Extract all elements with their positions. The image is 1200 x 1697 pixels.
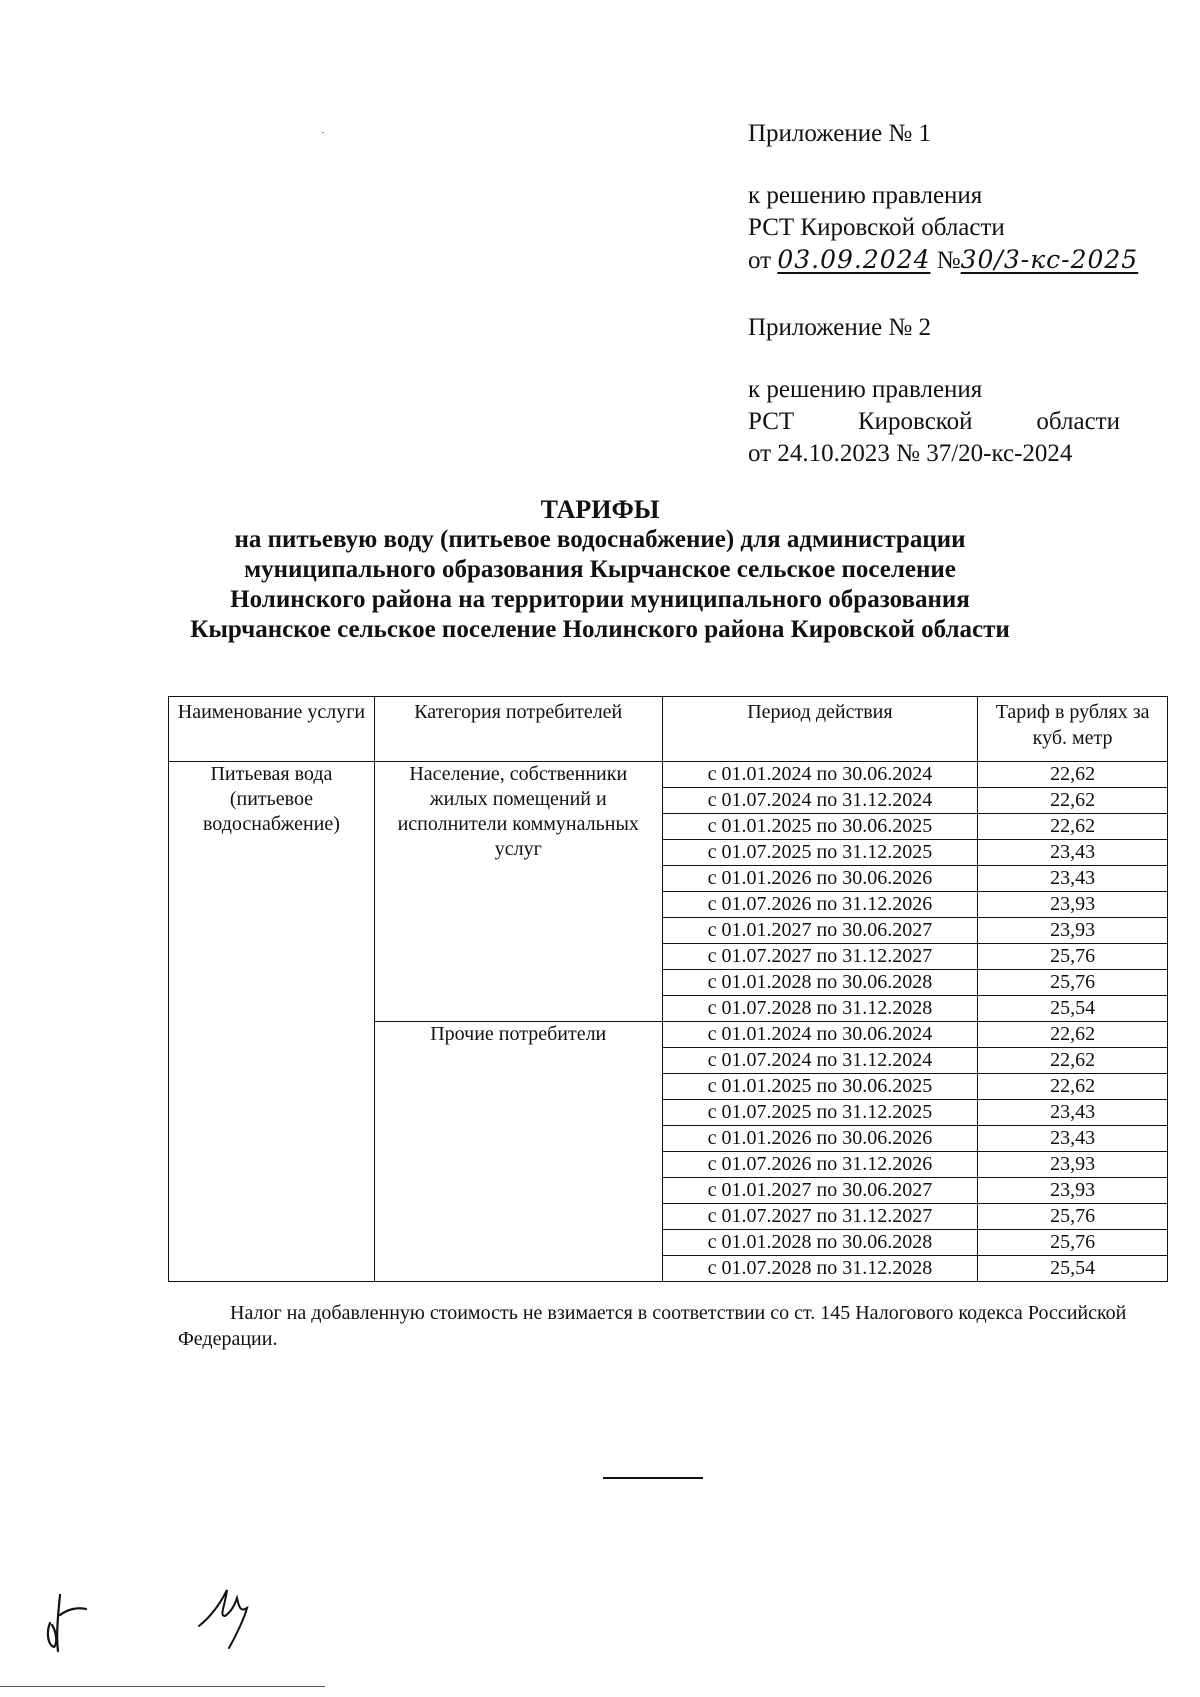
tariff-cell: 23,43 xyxy=(978,866,1168,892)
period-cell: с 01.01.2027 по 30.06.2027 xyxy=(662,918,978,944)
service-cell: Питьевая вода (питьевое водоснабжение) xyxy=(169,762,375,1282)
period-cell: с 01.01.2028 по 30.06.2028 xyxy=(662,970,978,996)
appendix-2-date-line: от 24.10.2023 № 37/20-кс-2024 xyxy=(748,440,1073,467)
title-line: Нолинского района на территории муниципального образования xyxy=(230,586,970,613)
header-category: Категория потребителей xyxy=(374,697,662,762)
title-line: Кырчанское сельское поселение Нолинского района Кировской области xyxy=(190,616,1010,643)
appendix-2-block xyxy=(748,312,1120,470)
scan-speck xyxy=(322,132,324,133)
appendix-1-date-line xyxy=(748,244,1139,277)
header-tariff: Тариф в рублях за куб. метр xyxy=(978,697,1168,762)
authority-word: РСТ xyxy=(748,408,795,435)
period-cell: с 01.07.2025 по 31.12.2025 xyxy=(662,1100,978,1126)
tariff-cell: 25,76 xyxy=(978,944,1168,970)
period-cell: с 01.01.2025 по 30.06.2025 xyxy=(662,814,978,840)
table-row xyxy=(169,762,1168,788)
period-cell: с 01.01.2024 по 30.06.2024 xyxy=(662,762,978,788)
tariff-cell: 25,76 xyxy=(978,970,1168,996)
tariff-cell: 25,54 xyxy=(978,996,1168,1022)
title-line: муниципального образования Кырчанское сельское поселение xyxy=(244,556,956,583)
tariff-cell: 23,93 xyxy=(978,918,1168,944)
table-body xyxy=(169,762,1168,1282)
tariffs-table xyxy=(168,696,1168,1282)
appendix-1-block xyxy=(748,118,1139,277)
document-title xyxy=(150,495,1050,645)
tariff-cell: 23,93 xyxy=(978,892,1168,918)
appendix-2-authority-line xyxy=(748,406,1120,438)
period-cell: с 01.07.2028 по 31.12.2028 xyxy=(662,996,978,1022)
signature-mark-right xyxy=(195,1582,265,1652)
authority-word: Кировской xyxy=(858,408,973,435)
tariff-cell: 22,62 xyxy=(978,788,1168,814)
tariff-cell: 22,62 xyxy=(978,762,1168,788)
header-service: Наименование услуги xyxy=(169,697,375,762)
appendix-1-title: Приложение № 1 xyxy=(748,120,932,147)
period-cell: с 01.07.2024 по 31.12.2024 xyxy=(662,788,978,814)
tariff-cell: 22,62 xyxy=(978,1074,1168,1100)
number-sign: № xyxy=(936,247,961,274)
tariff-cell: 22,62 xyxy=(978,814,1168,840)
period-cell: с 01.07.2026 по 31.12.2026 xyxy=(662,892,978,918)
period-cell: с 01.07.2026 по 31.12.2026 xyxy=(662,1152,978,1178)
period-cell: с 01.07.2024 по 31.12.2024 xyxy=(662,1048,978,1074)
bottom-rule xyxy=(0,1686,325,1687)
header-period: Период действия xyxy=(662,697,978,762)
appendix-2-title: Приложение № 2 xyxy=(748,314,932,341)
period-cell: с 01.01.2027 по 30.06.2027 xyxy=(662,1178,978,1204)
period-cell: с 01.07.2027 по 31.12.2027 xyxy=(662,1204,978,1230)
appendix-1-decision-line: к решению правления xyxy=(748,182,983,209)
tariff-cell: 22,62 xyxy=(978,1022,1168,1048)
handwritten-date: 03.09.2024 xyxy=(777,245,931,274)
appendix-2-decision-line: к решению правления xyxy=(748,376,983,403)
period-cell: с 01.01.2026 по 30.06.2026 xyxy=(662,866,978,892)
period-cell: с 01.07.2027 по 31.12.2027 xyxy=(662,944,978,970)
category-cell: Население, собственники жилых помещений и исполнители коммунальных услуг xyxy=(374,762,662,1022)
period-cell: с 01.01.2028 по 30.06.2028 xyxy=(662,1230,978,1256)
tariff-cell: 22,62 xyxy=(978,1048,1168,1074)
end-line xyxy=(603,1477,703,1479)
authority-word: области xyxy=(1036,408,1120,435)
title-line: на питьевую воду (питьевое водоснабжение) для администрации xyxy=(234,526,966,553)
signature-mark-left xyxy=(42,1585,122,1655)
period-cell: с 01.01.2026 по 30.06.2026 xyxy=(662,1126,978,1152)
tariff-cell: 23,43 xyxy=(978,840,1168,866)
period-cell: с 01.07.2028 по 31.12.2028 xyxy=(662,1256,978,1282)
category-cell: Прочие потребители xyxy=(374,1022,662,1282)
period-cell: с 01.01.2024 по 30.06.2024 xyxy=(662,1022,978,1048)
period-cell: с 01.07.2025 по 31.12.2025 xyxy=(662,840,978,866)
vat-note: Налог на добавленную стоимость не взимается в соответствии со ст. 145 Налогового кодекса Российской Федерации. xyxy=(178,1302,1127,1350)
period-cell: с 01.01.2025 по 30.06.2025 xyxy=(662,1074,978,1100)
tariff-cell: 23,43 xyxy=(978,1126,1168,1152)
tariff-cell: 23,93 xyxy=(978,1152,1168,1178)
handwritten-number: 30/3-кс-2025 xyxy=(960,245,1139,274)
title-main: ТАРИФЫ xyxy=(540,495,660,524)
date-prefix: от xyxy=(748,247,772,274)
tariff-cell: 25,54 xyxy=(978,1256,1168,1282)
tariff-cell: 25,76 xyxy=(978,1230,1168,1256)
tariff-cell: 25,76 xyxy=(978,1204,1168,1230)
tariff-cell: 23,93 xyxy=(978,1178,1168,1204)
table-header-row xyxy=(169,697,1168,762)
tariff-cell: 23,43 xyxy=(978,1100,1168,1126)
appendix-1-authority-line: РСТ Кировской области xyxy=(748,214,1005,241)
